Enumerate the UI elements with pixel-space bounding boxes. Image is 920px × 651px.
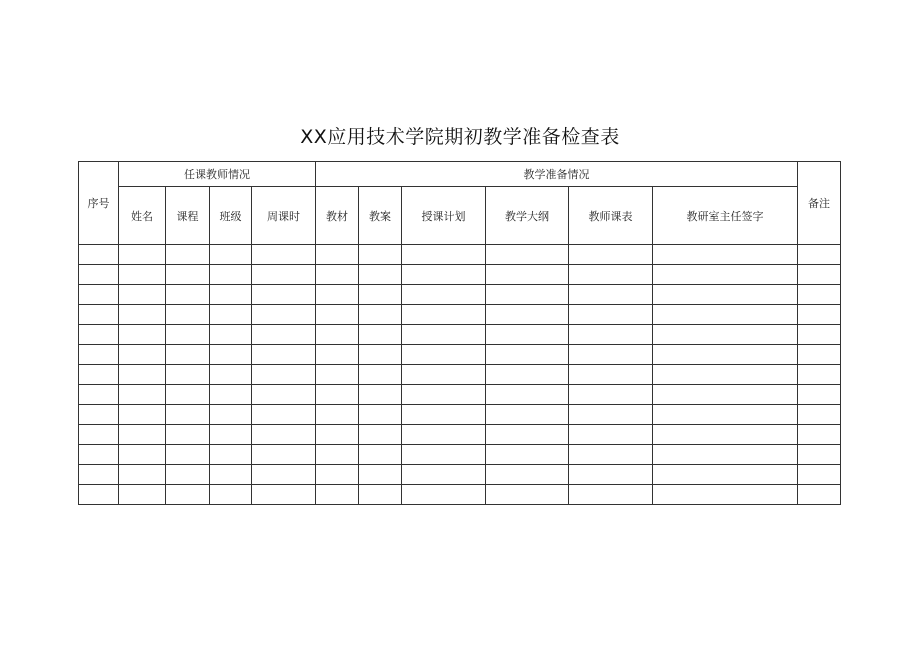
table-cell[interactable] xyxy=(166,345,210,365)
table-cell[interactable] xyxy=(166,445,210,465)
table-cell[interactable] xyxy=(359,405,402,425)
header-director-signature: 教研室主任签字 xyxy=(653,187,798,245)
table-cell[interactable] xyxy=(210,485,252,505)
table-cell[interactable] xyxy=(569,445,653,465)
table-cell[interactable] xyxy=(316,305,359,325)
table-cell[interactable] xyxy=(486,325,569,345)
table-cell[interactable] xyxy=(316,465,359,485)
table-cell[interactable] xyxy=(210,365,252,385)
table-cell[interactable] xyxy=(252,345,316,365)
header-lesson-plan: 教案 xyxy=(359,187,402,245)
table-cell[interactable] xyxy=(569,245,653,265)
table-cell[interactable] xyxy=(359,305,402,325)
table-cell[interactable] xyxy=(79,485,119,505)
table-cell[interactable] xyxy=(166,305,210,325)
table-cell[interactable] xyxy=(79,405,119,425)
table-cell[interactable] xyxy=(569,285,653,305)
table-row xyxy=(79,245,841,265)
table-cell[interactable] xyxy=(79,385,119,405)
table-cell[interactable] xyxy=(359,465,402,485)
table-cell[interactable] xyxy=(252,445,316,465)
table-cell[interactable] xyxy=(359,445,402,465)
table-cell[interactable] xyxy=(653,285,798,305)
table-cell[interactable] xyxy=(119,425,166,445)
table-cell[interactable] xyxy=(402,285,486,305)
table-cell[interactable] xyxy=(316,345,359,365)
table-cell[interactable] xyxy=(166,245,210,265)
table-cell[interactable] xyxy=(359,485,402,505)
table-cell[interactable] xyxy=(252,265,316,285)
table-row xyxy=(79,385,841,405)
table-cell[interactable] xyxy=(569,305,653,325)
table-cell[interactable] xyxy=(316,245,359,265)
table-cell[interactable] xyxy=(798,365,841,385)
table-cell[interactable] xyxy=(402,405,486,425)
table-cell[interactable] xyxy=(252,465,316,485)
table-cell[interactable] xyxy=(210,305,252,325)
table-cell[interactable] xyxy=(166,465,210,485)
table-cell[interactable] xyxy=(653,405,798,425)
table-cell[interactable] xyxy=(798,305,841,325)
table-cell[interactable] xyxy=(316,325,359,345)
table-cell[interactable] xyxy=(119,265,166,285)
table-cell[interactable] xyxy=(569,365,653,385)
table-cell[interactable] xyxy=(166,285,210,305)
table-cell[interactable] xyxy=(569,265,653,285)
table-cell[interactable] xyxy=(653,385,798,405)
table-cell[interactable] xyxy=(166,425,210,445)
table-row xyxy=(79,325,841,345)
table-cell[interactable] xyxy=(653,245,798,265)
table-cell[interactable] xyxy=(653,345,798,365)
table-cell[interactable] xyxy=(119,305,166,325)
table-cell[interactable] xyxy=(166,485,210,505)
table-cell[interactable] xyxy=(119,325,166,345)
table-cell[interactable] xyxy=(569,485,653,505)
header-remark: 备注 xyxy=(798,162,841,245)
table-cell[interactable] xyxy=(210,345,252,365)
table-cell[interactable] xyxy=(653,445,798,465)
table-cell[interactable] xyxy=(252,285,316,305)
table-cell[interactable] xyxy=(402,445,486,465)
table-cell[interactable] xyxy=(359,365,402,385)
table-cell[interactable] xyxy=(486,245,569,265)
table-cell[interactable] xyxy=(569,325,653,345)
table-row xyxy=(79,305,841,325)
table-cell[interactable] xyxy=(569,345,653,365)
header-teacher-timetable: 教师课表 xyxy=(569,187,653,245)
table-cell[interactable] xyxy=(359,385,402,405)
table-row xyxy=(79,265,841,285)
header-group-teacher: 任课教师情况 xyxy=(119,162,316,187)
table-cell[interactable] xyxy=(252,305,316,325)
table-cell[interactable] xyxy=(119,365,166,385)
table-cell[interactable] xyxy=(359,245,402,265)
table-cell[interactable] xyxy=(402,425,486,445)
table-cell[interactable] xyxy=(653,465,798,485)
table-cell[interactable] xyxy=(798,385,841,405)
table-row xyxy=(79,445,841,465)
table-row xyxy=(79,465,841,485)
table-cell[interactable] xyxy=(798,425,841,445)
table-cell[interactable] xyxy=(798,245,841,265)
table-cell[interactable] xyxy=(402,365,486,385)
table-cell[interactable] xyxy=(486,365,569,385)
table-cell[interactable] xyxy=(653,485,798,505)
header-seq: 序号 xyxy=(79,162,119,245)
table-cell[interactable] xyxy=(402,325,486,345)
table-cell[interactable] xyxy=(316,285,359,305)
table-cell[interactable] xyxy=(402,345,486,365)
table-cell[interactable] xyxy=(316,485,359,505)
table-cell[interactable] xyxy=(486,425,569,445)
header-name: 姓名 xyxy=(119,187,166,245)
table-cell[interactable] xyxy=(210,245,252,265)
table-cell[interactable] xyxy=(569,385,653,405)
table-cell[interactable] xyxy=(119,345,166,365)
table-cell[interactable] xyxy=(316,365,359,385)
table-cell[interactable] xyxy=(79,445,119,465)
table-cell[interactable] xyxy=(210,445,252,465)
table-cell[interactable] xyxy=(653,305,798,325)
table-cell[interactable] xyxy=(252,325,316,345)
table-cell[interactable] xyxy=(359,345,402,365)
table-cell[interactable] xyxy=(166,385,210,405)
table-cell[interactable] xyxy=(210,265,252,285)
table-row xyxy=(79,405,841,425)
table-cell[interactable] xyxy=(252,365,316,385)
table-cell[interactable] xyxy=(210,425,252,445)
header-class: 班级 xyxy=(210,187,252,245)
table-cell[interactable] xyxy=(119,245,166,265)
table-cell[interactable] xyxy=(569,465,653,485)
table-cell[interactable] xyxy=(166,325,210,345)
table-cell[interactable] xyxy=(79,425,119,445)
table-cell[interactable] xyxy=(316,265,359,285)
header-course: 课程 xyxy=(166,187,210,245)
table-cell[interactable] xyxy=(252,485,316,505)
table-cell[interactable] xyxy=(486,265,569,285)
table-cell[interactable] xyxy=(402,485,486,505)
table-cell[interactable] xyxy=(798,485,841,505)
table-cell[interactable] xyxy=(119,285,166,305)
table-cell[interactable] xyxy=(79,325,119,345)
table-cell[interactable] xyxy=(166,405,210,425)
table-cell[interactable] xyxy=(316,445,359,465)
table-cell[interactable] xyxy=(252,245,316,265)
table-cell[interactable] xyxy=(653,365,798,385)
table-cell[interactable] xyxy=(569,425,653,445)
header-syllabus: 教学大纲 xyxy=(486,187,569,245)
header-group-prep: 教学准备情况 xyxy=(316,162,798,187)
table-cell[interactable] xyxy=(486,465,569,485)
table-cell[interactable] xyxy=(119,385,166,405)
table-cell[interactable] xyxy=(798,445,841,465)
table-cell[interactable] xyxy=(166,365,210,385)
table-cell[interactable] xyxy=(798,285,841,305)
table-cell[interactable] xyxy=(252,385,316,405)
table-row xyxy=(79,425,841,445)
table-cell[interactable] xyxy=(486,405,569,425)
table-cell[interactable] xyxy=(166,265,210,285)
table-cell[interactable] xyxy=(79,345,119,365)
table-cell[interactable] xyxy=(210,285,252,305)
table-cell[interactable] xyxy=(486,385,569,405)
table-cell[interactable] xyxy=(798,465,841,485)
inspection-table xyxy=(78,161,841,505)
table-body xyxy=(79,245,841,505)
table-row xyxy=(79,485,841,505)
table-cell[interactable] xyxy=(359,325,402,345)
table-cell[interactable] xyxy=(569,405,653,425)
table-cell[interactable] xyxy=(653,265,798,285)
table-cell[interactable] xyxy=(798,345,841,365)
table-cell[interactable] xyxy=(79,305,119,325)
table-cell[interactable] xyxy=(119,485,166,505)
table-cell[interactable] xyxy=(359,285,402,305)
table-cell[interactable] xyxy=(486,305,569,325)
table-cell[interactable] xyxy=(210,405,252,425)
table-cell[interactable] xyxy=(210,465,252,485)
table-cell[interactable] xyxy=(486,345,569,365)
table-row xyxy=(79,345,841,365)
table-cell[interactable] xyxy=(119,445,166,465)
table-cell[interactable] xyxy=(653,425,798,445)
header-textbook: 教材 xyxy=(316,187,359,245)
table-cell[interactable] xyxy=(79,465,119,485)
table-cell[interactable] xyxy=(798,325,841,345)
table-cell[interactable] xyxy=(653,325,798,345)
table-row xyxy=(79,365,841,385)
table-cell[interactable] xyxy=(798,265,841,285)
table-cell[interactable] xyxy=(119,405,166,425)
table-cell[interactable] xyxy=(119,465,166,485)
table-cell[interactable] xyxy=(210,385,252,405)
table-cell[interactable] xyxy=(402,385,486,405)
table-cell[interactable] xyxy=(486,445,569,465)
table-cell[interactable] xyxy=(486,485,569,505)
table-cell[interactable] xyxy=(79,265,119,285)
table-row xyxy=(79,285,841,305)
table-cell[interactable] xyxy=(359,425,402,445)
table-cell[interactable] xyxy=(252,425,316,445)
table-cell[interactable] xyxy=(402,305,486,325)
table-cell[interactable] xyxy=(798,405,841,425)
table-cell[interactable] xyxy=(402,245,486,265)
header-teaching-schedule: 授课计划 xyxy=(402,187,486,245)
document-title: XX应用技术学院期初教学准备检查表 xyxy=(300,126,620,148)
table-cell[interactable] xyxy=(359,265,402,285)
table-cell[interactable] xyxy=(210,325,252,345)
table-cell[interactable] xyxy=(79,245,119,265)
table-cell[interactable] xyxy=(402,465,486,485)
table-cell[interactable] xyxy=(252,405,316,425)
table-cell[interactable] xyxy=(316,425,359,445)
table-cell[interactable] xyxy=(486,285,569,305)
table-cell[interactable] xyxy=(316,385,359,405)
table-cell[interactable] xyxy=(402,265,486,285)
table-cell[interactable] xyxy=(79,365,119,385)
table-cell[interactable] xyxy=(316,405,359,425)
table-cell[interactable] xyxy=(79,285,119,305)
header-weekly-hours: 周课时 xyxy=(252,187,316,245)
